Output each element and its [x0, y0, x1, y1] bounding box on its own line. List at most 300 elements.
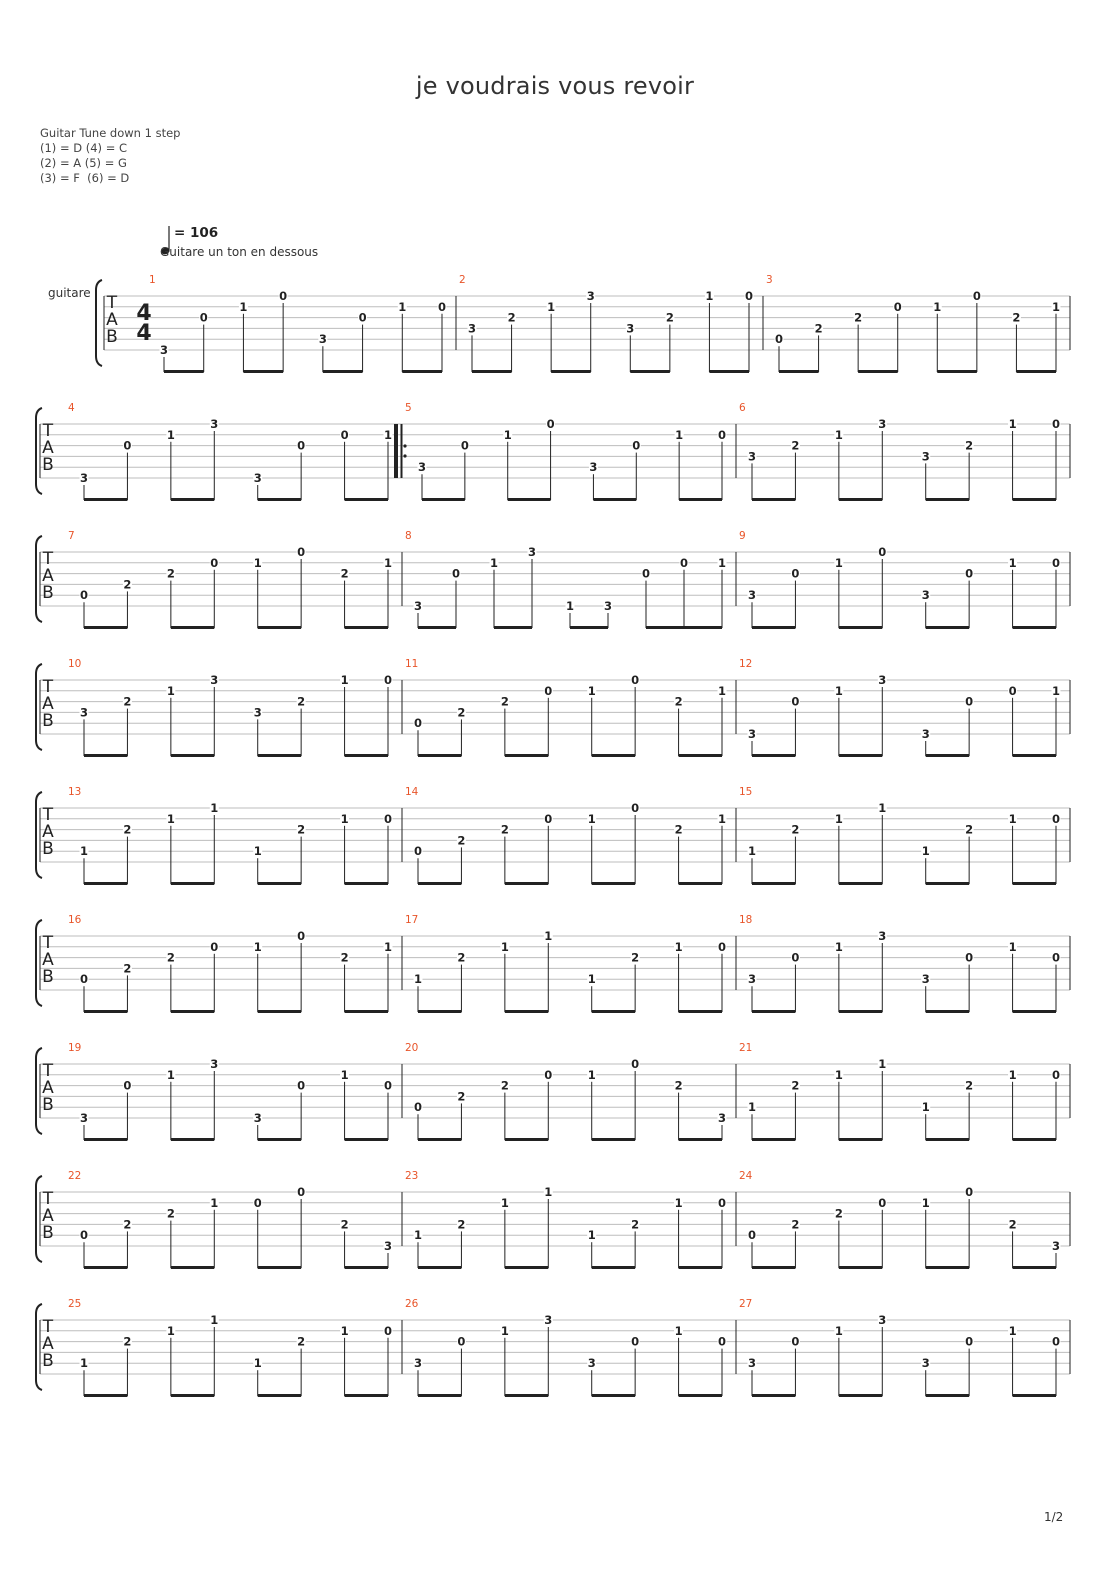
fret-number: 2 — [457, 950, 466, 965]
tab-clef-letter: B — [42, 1095, 54, 1115]
beam — [779, 370, 819, 373]
beam — [171, 882, 214, 885]
fret-number: 0 — [641, 566, 651, 581]
fret-number: 1 — [1008, 1323, 1017, 1338]
beam — [926, 754, 969, 757]
fret-number: 2 — [814, 321, 823, 336]
fret-number: 2 — [340, 566, 349, 581]
fret-number: 0 — [123, 1078, 132, 1093]
tab-clef-letter: A — [42, 1206, 54, 1226]
tab-clef-letter: B — [42, 711, 54, 731]
beam — [752, 1394, 795, 1397]
fret-number: 0 — [893, 299, 902, 314]
beam — [505, 1394, 548, 1397]
fret-number: 2 — [340, 950, 349, 965]
fret-number: 1 — [747, 1100, 757, 1115]
fret-number: 1 — [253, 1356, 262, 1371]
beam — [258, 1266, 301, 1269]
beam — [345, 1394, 388, 1397]
measure-number: 7 — [68, 530, 75, 542]
beam — [570, 626, 608, 629]
beam — [593, 498, 636, 501]
beam — [839, 882, 882, 885]
fret-number: 0 — [1051, 555, 1061, 570]
beam — [752, 754, 795, 757]
fret-number: 3 — [747, 727, 757, 741]
measure-number: 18 — [739, 914, 753, 926]
fret-number: 3 — [587, 1356, 596, 1371]
fret-number: 3 — [210, 1057, 219, 1071]
tab-clef-letter: T — [106, 293, 118, 313]
fret-number: 1 — [383, 555, 393, 570]
beam — [84, 498, 127, 501]
tab-clef-letter: T — [42, 1061, 54, 1081]
fret-number: 2 — [166, 1206, 175, 1221]
fret-number: 0 — [297, 545, 306, 559]
beam — [926, 626, 969, 629]
fret-number: 2 — [791, 438, 800, 453]
time-signature-bottom: 4 — [136, 321, 152, 346]
beam — [505, 1010, 548, 1013]
fret-number: 0 — [791, 566, 800, 581]
beam — [418, 1394, 461, 1397]
tab-clef-letter: A — [42, 1078, 54, 1098]
fret-number: 1 — [166, 1067, 175, 1082]
beam — [1013, 498, 1056, 501]
fret-number: 3 — [413, 1356, 423, 1371]
fret-number: 1 — [1008, 1067, 1017, 1082]
beam — [258, 498, 301, 501]
tab-clef-letter: T — [42, 933, 54, 953]
fret-number: 2 — [123, 577, 132, 592]
fret-number: 0 — [1051, 417, 1061, 431]
measure-number: 11 — [405, 658, 419, 670]
fret-number: 2 — [1012, 310, 1021, 325]
fret-number: 1 — [675, 427, 684, 442]
fret-number: 3 — [921, 449, 930, 464]
fret-number: 1 — [547, 299, 556, 314]
tab-clef-letter: T — [42, 677, 54, 697]
fret-number: 1 — [210, 801, 219, 815]
beam — [164, 370, 204, 373]
fret-number: 3 — [467, 321, 477, 336]
tuning-line: (1) = D (4) = C — [40, 141, 128, 155]
fret-number: 3 — [210, 673, 219, 687]
tab-clef-letter: B — [42, 1223, 54, 1243]
fret-number: 2 — [854, 310, 863, 325]
fret-number: 0 — [965, 1334, 974, 1349]
fret-number: 0 — [1008, 683, 1017, 698]
beam — [418, 1010, 461, 1013]
fret-number: 1 — [544, 929, 553, 943]
beam — [926, 1010, 969, 1013]
fret-number: 1 — [878, 801, 887, 815]
fret-number: 1 — [544, 1185, 553, 1199]
fret-number: 1 — [239, 299, 248, 314]
fret-number: 1 — [1051, 683, 1061, 698]
fret-number: 0 — [717, 1195, 727, 1210]
beam — [258, 1394, 301, 1397]
fret-number: 3 — [717, 1111, 727, 1125]
measure-number: 15 — [739, 786, 753, 798]
fret-number: 2 — [123, 1217, 132, 1232]
system-bracket — [96, 280, 102, 366]
fret-number: 2 — [965, 438, 974, 453]
beam — [839, 1010, 882, 1013]
fret-number: 0 — [297, 1078, 306, 1093]
fret-number: 1 — [717, 683, 727, 698]
tab-clef-letter: A — [42, 1334, 54, 1354]
fret-number: 0 — [965, 566, 974, 581]
tuning-heading: Guitar Tune down 1 step — [40, 126, 181, 140]
fret-number: 0 — [717, 939, 727, 954]
fret-number: 1 — [933, 299, 942, 314]
fret-number: 2 — [123, 1334, 132, 1349]
beam — [839, 1394, 882, 1397]
beam — [418, 626, 456, 629]
fret-number: 1 — [921, 1100, 930, 1115]
fret-number: 1 — [166, 1323, 175, 1338]
measure-number: 26 — [405, 1298, 419, 1310]
fret-number: 0 — [878, 1195, 887, 1210]
fret-number: 0 — [413, 716, 423, 731]
fret-number: 1 — [674, 1195, 683, 1210]
beam — [418, 1138, 461, 1141]
system-bracket — [36, 664, 42, 750]
fret-number: 3 — [417, 460, 427, 475]
fret-number: 0 — [544, 811, 553, 826]
fret-number: 1 — [500, 1195, 509, 1210]
fret-number: 3 — [747, 1356, 757, 1371]
fret-number: 0 — [383, 673, 393, 687]
fret-number: 3 — [210, 417, 219, 431]
fret-number: 1 — [1008, 939, 1017, 954]
beam — [171, 1394, 214, 1397]
fret-number: 0 — [297, 438, 306, 453]
fret-number: 0 — [965, 694, 974, 709]
beam — [1013, 1266, 1056, 1269]
beam — [926, 882, 969, 885]
beam — [84, 626, 127, 629]
repeat-dot — [403, 444, 406, 447]
fret-number: 0 — [460, 438, 469, 453]
beam — [505, 1266, 548, 1269]
fret-number: 1 — [1051, 299, 1061, 314]
fret-number: 0 — [210, 555, 219, 570]
fret-number: 0 — [679, 555, 689, 570]
beam — [1013, 626, 1056, 629]
fret-number: 3 — [383, 1239, 393, 1253]
measure-number: 13 — [68, 786, 82, 798]
fret-number: 3 — [1051, 1239, 1061, 1253]
beam — [752, 1010, 795, 1013]
beam — [937, 370, 977, 373]
fret-number: 3 — [586, 289, 595, 303]
beam — [171, 1266, 214, 1269]
beam — [258, 882, 301, 885]
fret-number: 1 — [834, 683, 843, 698]
fret-number: 3 — [878, 1313, 887, 1327]
fret-number: 0 — [1051, 950, 1061, 965]
fret-number: 1 — [166, 811, 175, 826]
tab-clef-letter: A — [42, 950, 54, 970]
measure-number: 4 — [68, 402, 75, 414]
tab-clef-letter: T — [42, 549, 54, 569]
fret-number: 0 — [791, 950, 800, 965]
fret-number: 3 — [921, 972, 930, 987]
fret-number: 0 — [297, 929, 306, 943]
tab-clef-letter: A — [42, 694, 54, 714]
beam — [171, 498, 214, 501]
beam — [418, 882, 461, 885]
measure-number: 2 — [459, 274, 466, 286]
fret-number: 1 — [878, 1057, 887, 1071]
fret-number: 1 — [747, 844, 757, 859]
fret-number: 0 — [774, 332, 784, 347]
system-bracket — [36, 1304, 42, 1390]
beam — [345, 498, 388, 501]
fret-number: 0 — [413, 844, 423, 859]
fret-number: 1 — [587, 811, 596, 826]
tab-clef-letter: B — [42, 455, 54, 475]
fret-number: 1 — [500, 1323, 509, 1338]
fret-number: 0 — [631, 1057, 640, 1071]
tab-clef-letter: T — [42, 1317, 54, 1337]
beam — [84, 1394, 127, 1397]
beam — [592, 1394, 635, 1397]
fret-number: 3 — [159, 343, 169, 357]
fret-number: 2 — [665, 310, 674, 325]
fret-number: 2 — [791, 1217, 800, 1232]
beam — [646, 626, 722, 629]
fret-number: 0 — [79, 588, 89, 603]
instrument-note: Guitare un ton en dessous — [160, 245, 319, 259]
beam — [508, 498, 551, 501]
fret-number: 0 — [544, 1067, 553, 1082]
beam — [592, 882, 635, 885]
beam — [472, 370, 512, 373]
fret-number: 0 — [297, 1185, 306, 1199]
fret-number: 0 — [717, 1334, 727, 1349]
fret-number: 0 — [965, 950, 974, 965]
fret-number: 3 — [603, 599, 613, 613]
fret-number: 0 — [791, 1334, 800, 1349]
fret-number: 2 — [297, 1334, 306, 1349]
fret-number: 0 — [451, 566, 461, 581]
fret-number: 2 — [123, 822, 132, 837]
tab-clef-letter: T — [42, 1189, 54, 1209]
fret-number: 3 — [253, 471, 262, 485]
fret-number: 0 — [199, 310, 208, 325]
fret-number: 0 — [340, 427, 349, 442]
fret-number: 1 — [413, 1228, 423, 1243]
fret-number: 2 — [297, 694, 306, 709]
fret-number: 2 — [965, 1078, 974, 1093]
beam — [1013, 1394, 1056, 1397]
beam — [839, 1138, 882, 1141]
beam — [926, 1394, 969, 1397]
fret-number: 2 — [965, 822, 974, 837]
system-bracket — [36, 536, 42, 622]
measure-number: 14 — [405, 786, 419, 798]
fret-number: 3 — [747, 588, 757, 603]
tab-clef-letter: B — [42, 839, 54, 859]
tab-clef-letter: A — [106, 310, 118, 330]
tab-clef-letter: A — [42, 566, 54, 586]
fret-number: 1 — [587, 1228, 596, 1243]
fret-number: 3 — [79, 471, 89, 485]
beam — [505, 1138, 548, 1141]
fret-number: 1 — [921, 1195, 930, 1210]
beam — [258, 754, 301, 757]
fret-number: 3 — [79, 705, 89, 720]
beam — [630, 370, 670, 373]
fret-number: 2 — [834, 1206, 843, 1221]
beam — [84, 1266, 127, 1269]
fret-number: 0 — [631, 801, 640, 815]
beam — [679, 882, 722, 885]
fret-number: 2 — [166, 566, 175, 581]
fret-number: 0 — [358, 310, 367, 325]
system-bracket — [36, 1176, 42, 1262]
beam — [592, 1138, 635, 1141]
fret-number: 1 — [587, 1067, 596, 1082]
beam — [839, 626, 882, 629]
fret-number: 1 — [383, 427, 393, 442]
beam — [84, 1138, 127, 1141]
fret-number: 2 — [457, 833, 466, 848]
beam — [839, 1266, 882, 1269]
beam — [84, 754, 127, 757]
measure-number: 10 — [68, 658, 82, 670]
fret-number: 2 — [500, 694, 509, 709]
beam — [752, 498, 795, 501]
tab-clef-letter: B — [42, 583, 54, 603]
measure-number: 5 — [405, 402, 412, 414]
measure-number: 6 — [739, 402, 746, 414]
fret-number: 0 — [79, 972, 89, 987]
fret-number: 0 — [413, 1100, 423, 1115]
tab-clef-letter: B — [106, 327, 118, 347]
fret-number: 1 — [921, 844, 930, 859]
fret-number: 3 — [921, 588, 930, 603]
page-number: 1/2 — [1044, 1510, 1064, 1524]
measure-number: 23 — [405, 1170, 419, 1182]
beam — [592, 754, 635, 757]
beam — [679, 1138, 722, 1141]
fret-number: 2 — [457, 705, 466, 720]
fret-number: 0 — [631, 1334, 640, 1349]
beam — [592, 1266, 635, 1269]
fret-number: 2 — [791, 822, 800, 837]
beam — [679, 498, 722, 501]
fret-number: 1 — [674, 1323, 683, 1338]
fret-number: 3 — [921, 727, 930, 741]
measure-number: 22 — [68, 1170, 82, 1182]
fret-number: 1 — [834, 1067, 843, 1082]
fret-number: 0 — [632, 438, 641, 453]
fret-number: 1 — [587, 683, 596, 698]
tab-clef-letter: T — [42, 805, 54, 825]
fret-number: 1 — [587, 972, 596, 987]
fret-number: 1 — [253, 555, 262, 570]
fret-number: 0 — [1051, 811, 1061, 826]
fret-number: 1 — [500, 939, 509, 954]
fret-number: 1 — [413, 972, 423, 987]
fret-number: 0 — [253, 1195, 262, 1210]
fret-number: 1 — [210, 1195, 219, 1210]
fret-number: 2 — [631, 1217, 640, 1232]
fret-number: 1 — [79, 1356, 89, 1371]
measure-number: 12 — [739, 658, 753, 670]
fret-number: 2 — [457, 1089, 466, 1104]
fret-number: 3 — [413, 599, 423, 613]
measure-number: 19 — [68, 1042, 82, 1054]
fret-number: 1 — [503, 427, 512, 442]
fret-number: 3 — [253, 705, 262, 720]
beam — [505, 882, 548, 885]
fret-number: 1 — [383, 939, 393, 954]
fret-number: 2 — [500, 1078, 509, 1093]
fret-number: 3 — [878, 417, 887, 431]
beam — [171, 1010, 214, 1013]
fret-number: 1 — [166, 683, 175, 698]
track-name: guitare — [48, 286, 91, 300]
beam — [418, 754, 461, 757]
measure-number: 16 — [68, 914, 82, 926]
fret-number: 0 — [383, 1323, 393, 1338]
system-bracket — [36, 408, 42, 494]
beam — [243, 370, 283, 373]
fret-number: 2 — [1008, 1217, 1017, 1232]
measure-number: 3 — [766, 274, 773, 286]
score-title: je voudrais vous revoir — [415, 72, 695, 100]
fret-number: 0 — [972, 289, 981, 303]
beam — [402, 370, 442, 373]
measure-number: 8 — [405, 530, 412, 542]
beam — [84, 882, 127, 885]
beam — [494, 626, 532, 629]
fret-number: 1 — [1008, 811, 1017, 826]
measure-number: 1 — [149, 274, 156, 286]
fret-number: 1 — [1008, 555, 1017, 570]
beam — [752, 626, 795, 629]
beam — [1013, 1010, 1056, 1013]
beam — [345, 754, 388, 757]
tab-clef-letter: A — [42, 822, 54, 842]
beam — [505, 754, 548, 757]
fret-number: 1 — [340, 1323, 349, 1338]
beam — [752, 882, 795, 885]
beam — [258, 1138, 301, 1141]
fret-number: 1 — [834, 939, 843, 954]
fret-number: 1 — [1008, 417, 1017, 431]
fret-number: 2 — [123, 961, 132, 976]
fret-number: 3 — [747, 449, 757, 464]
fret-number: 0 — [878, 545, 887, 559]
repeat-dot — [403, 454, 406, 457]
beam — [858, 370, 898, 373]
fret-number: 1 — [834, 811, 843, 826]
repeat-bar-thick — [394, 424, 398, 478]
fret-number: 1 — [489, 555, 499, 570]
fret-number: 1 — [398, 299, 407, 314]
fret-number: 3 — [589, 460, 598, 475]
fret-number: 0 — [544, 683, 553, 698]
beam — [345, 1138, 388, 1141]
beam — [422, 498, 465, 501]
fret-number: 1 — [717, 555, 727, 570]
